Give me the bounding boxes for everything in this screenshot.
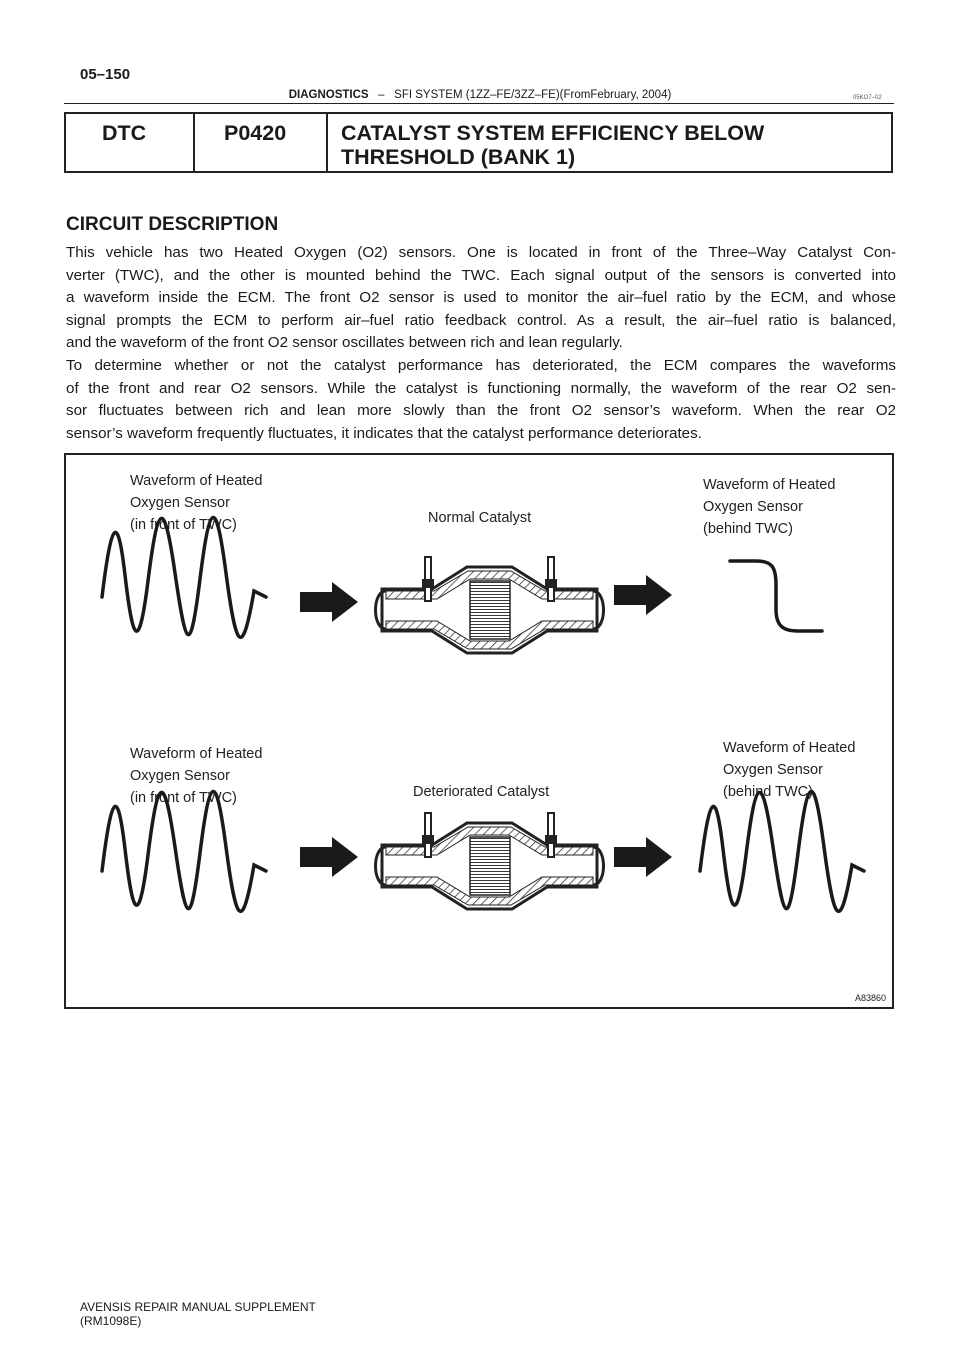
normal-catalyst-label: Normal Catalyst [428,510,532,526]
front-o2-waveform-bottom [102,791,266,911]
section-heading: CIRCUIT DESCRIPTION [66,214,279,235]
dtc-title-line: CATALYST SYSTEM EFFICIENCY BELOW [341,121,765,145]
description-line: a waveform inside the ECM. The front O2 sensor is used to monitor the air–fuel ratio by the ECM, and whose [66,289,896,307]
description-line: sor fluctuates between rich and lean more slowly than the front O2 sensor’s waveform. When the rear O2 [66,402,896,420]
figure-code: A83860 [854,993,886,1003]
description-line: To determine whether or not the catalyst performance has deteriorated, the ECM compares the waveforms [66,356,896,374]
dtc-divider [193,114,195,171]
arrow-right-icon [614,837,672,877]
footer [80,1300,316,1328]
doc-code: 05KO7–02 [853,95,882,101]
header-section: DIAGNOSTICS [288,89,369,101]
front-o2-waveform-top [102,517,266,637]
dtc-title-box [64,112,893,173]
rear-sensor-label-bottom: Waveform of Heated Oxygen Sensor (behind TWC) [723,740,856,800]
description-line: sensor’s waveform frequently fluctuates, it indicates that the catalyst performance deteriorates. [66,424,702,442]
dtc-code: P0420 [224,121,287,145]
description-line: and the waveform of the front O2 sensor oscillates between rich and lean regularly. [66,334,623,352]
description-line: This vehicle has two Heated Oxygen (O2) sensors. One is located in front of the Three–Way Catalyst Con- [66,244,896,261]
front-sensor-label-top: Waveform of Heated Oxygen Sensor (in front of TWC) [130,473,263,533]
header-subsection: SFI SYSTEM (1ZZ–FE/3ZZ–FE)(FromFebruary, 2004) [394,89,672,101]
deteriorated-catalyst-label: Deteriorated Catalyst [413,784,550,800]
page-number: 05–150 [80,66,131,83]
dtc-label: DTC [102,121,147,145]
catalyst-waveform-figure [64,453,894,1009]
description-line: verter (TWC), and the other is mounted behind the TWC. Each signal output of the sensors is converted into [66,266,896,284]
footer-line: (RM1098E) [80,1314,142,1328]
arrow-right-icon [300,582,358,622]
description-line: of the front and rear O2 sensors. While the catalyst is functioning normally, the waveform of the rear O2 sen- [66,379,896,397]
dtc-title [341,121,764,171]
normal-catalyst-icon [376,557,604,653]
rear-o2-waveform-bottom [700,791,864,911]
dtc-divider [326,114,328,171]
running-header [0,89,960,101]
dtc-title-line: THRESHOLD (BANK 1) [341,145,576,169]
circuit-description [66,242,896,445]
rear-sensor-label-top: Waveform of Heated Oxygen Sensor (behind TWC) [703,477,836,537]
figure-drawing [66,455,892,1007]
arrow-right-icon [614,575,672,615]
header-rule [64,103,894,104]
footer-line: AVENSIS REPAIR MANUAL SUPPLEMENT [80,1300,316,1314]
deteriorated-catalyst-icon [376,813,604,909]
arrow-right-icon [300,837,358,877]
description-line: signal prompts the ECM to perform air–fuel ratio feedback control. As a result, the air–fuel ratio is balanced, [66,311,896,329]
header-separator: – [378,89,385,101]
rear-o2-waveform-top [730,561,822,631]
front-sensor-label-bottom: Waveform of Heated Oxygen Sensor (in front of TWC) [130,746,263,806]
